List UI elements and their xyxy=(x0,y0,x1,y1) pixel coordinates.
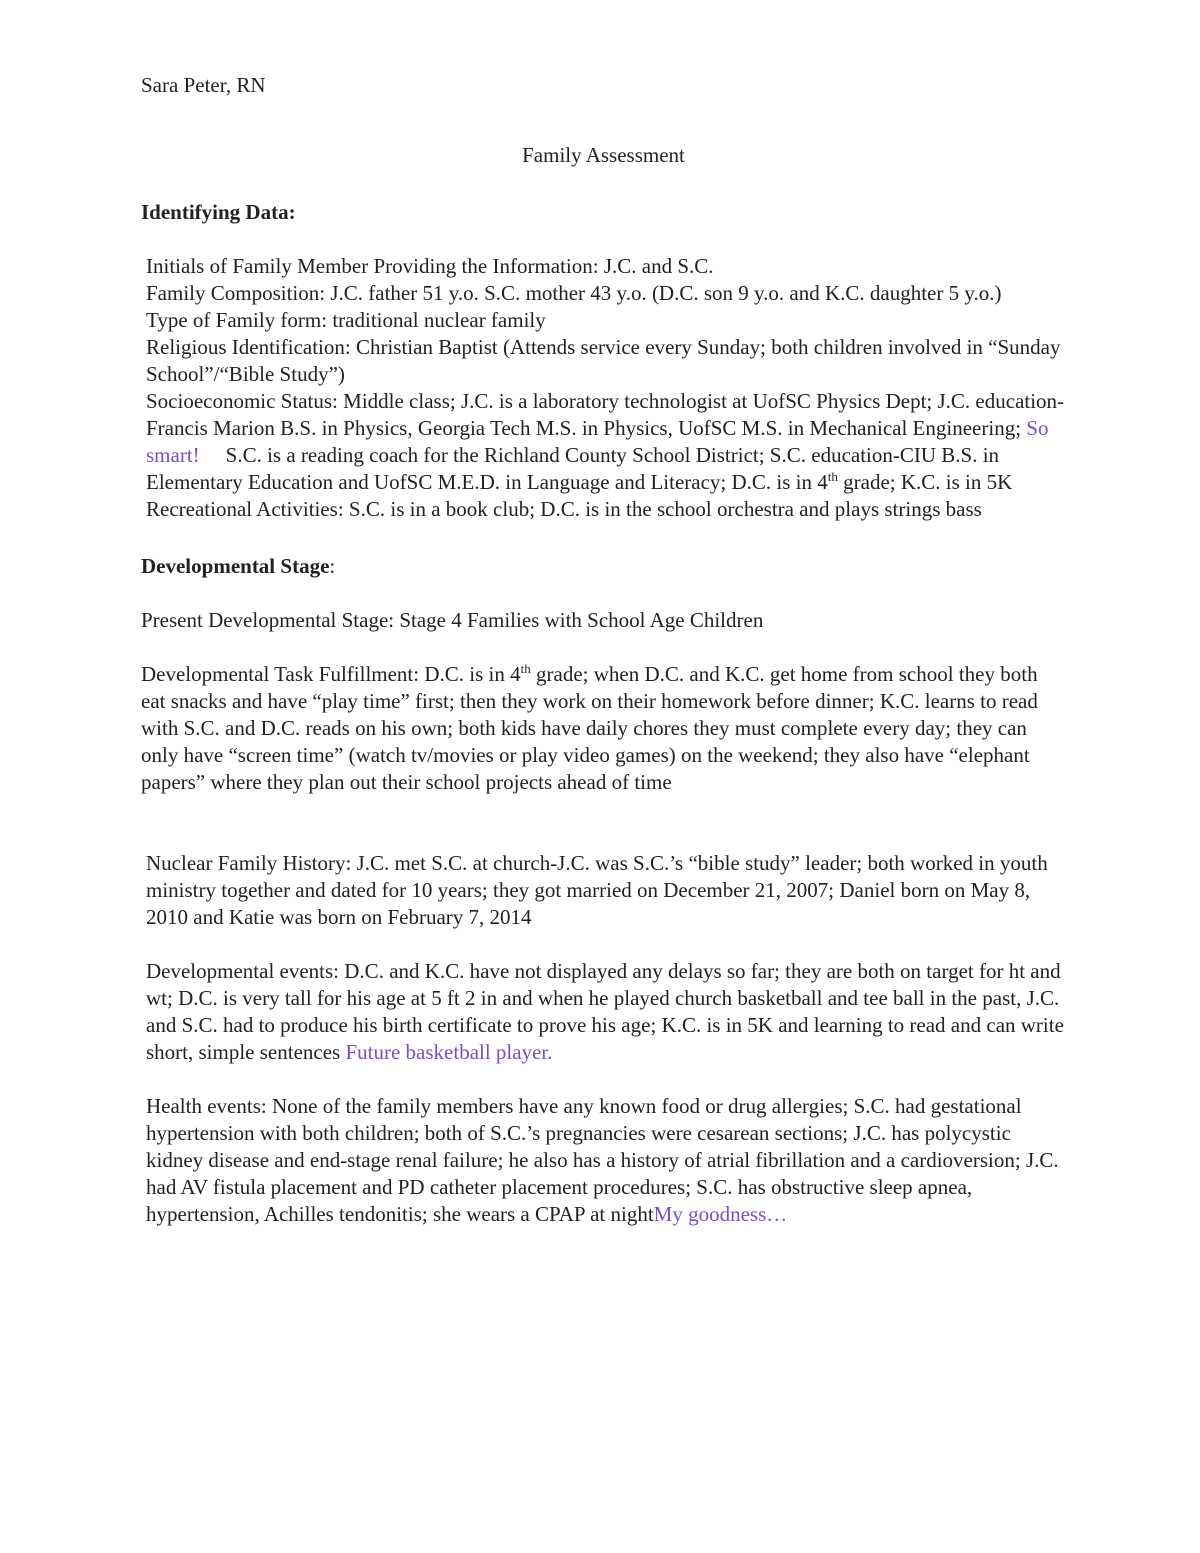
ordinal-superscript: th xyxy=(827,469,838,484)
initials-line: Initials of Family Member Providing the Information: J.C. and S.C. xyxy=(146,254,714,278)
recreational-activities-line: Recreational Activities: S.C. is in a book club; D.C. is in the school orchestra and plays strings bass xyxy=(146,497,982,521)
document-title: Family Assessment xyxy=(522,143,685,167)
identifying-data-heading: Identifying Data: xyxy=(141,200,296,224)
family-composition-line: Family Composition: J.C. father 51 y.o. S.C. mother 43 y.o. (D.C. son 9 y.o. and K.C. daughter 5 y.o.) xyxy=(146,281,1002,305)
reviewer-comment-future-player: Future basketball player. xyxy=(345,1040,553,1064)
religious-identification-line: Religious Identification: Christian Baptist (Attends service every Sunday; both children involved in “Sunday School”/“Bible Study”) xyxy=(146,335,1061,386)
identifying-data-section xyxy=(141,253,1066,523)
reviewer-comment-so-smart: So smart! xyxy=(146,416,1049,467)
health-events: Health events: None of the family members have any known food or drug allergies; S.C. had gestational hypertension with both children; both of S.C.’s pregnancies were cesarean sections; J.C. has polycystic kidney disease and end-stage renal failure; he also has a history of atrial fibrillation and a cardioversion; J.C. had AV fistula placement and PD catheter placement procedures; S.C. has obstructive sleep apnea, hypertension, Achilles tendonitis; she wears a CPAP at nightMy goodness… xyxy=(146,1094,1059,1226)
family-type-line: Type of Family form: traditional nuclear family xyxy=(146,308,546,332)
document-body xyxy=(141,72,1066,1228)
reviewer-comment-my-goodness: My goodness… xyxy=(653,1202,788,1226)
author-line: Sara Peter, RN xyxy=(141,73,266,97)
socioeconomic-text-part-1: Socioeconomic Status: Middle class; J.C. is a laboratory technologist at UofSC Physics Dept; J.C. education-Francis Marion B.S. in Physics, Georgia Tech M.S. in Physics, UofSC M.S. in Mechanical Engineering; xyxy=(146,389,1065,440)
socioeconomic-text-part-2: S.C. is a reading coach for the Richland County School District; S.C. education-CIU B.S. in Elementary Education and UofSC M.E.D. in Language and Literacy; D.C. is in 4 xyxy=(146,443,1000,494)
present-developmental-stage: Present Developmental Stage: Stage 4 Families with School Age Children xyxy=(141,608,764,632)
developmental-task-fulfillment: Developmental Task Fulfillment: D.C. is in 4th grade; when D.C. and K.C. get home from school they both eat snacks and have “play time” first; then they work on their homework before dinner; K.C. learns to read with S.C. and D.C. reads on his own; both kids have daily chores they must complete every day; they can only have “screen time” (watch tv/movies or play video games) on the weekend; they also have “elephant papers” where they plan out their school projects ahead of time xyxy=(141,661,1038,794)
developmental-stage-heading: Developmental Stage: xyxy=(141,554,336,578)
nuclear-family-history: Nuclear Family History: J.C. met S.C. at church-J.C. was S.C.’s “bible study” leader; both worked in youth ministry together and dated for 10 years; they got married on December 21, 2007; Daniel born on May 8, 2010 and Katie was born on February 7, 2014 xyxy=(146,851,1048,929)
ordinal-superscript: th xyxy=(520,661,531,676)
developmental-events: Developmental events: D.C. and K.C. have not displayed any delays so far; they are both on target for ht and wt; D.C. is very tall for his age at 5 ft 2 in and when he played church basketball and tee ball in the past, J.C. and S.C. had to produce his birth certificate to prove his age; K.C. is in 5K and learning to read and can write short, simple sentences Future basketball player. xyxy=(146,959,1064,1064)
socioeconomic-text-part-3: grade; K.C. is in 5K xyxy=(837,470,1013,494)
socioeconomic-status-paragraph xyxy=(141,388,1066,496)
